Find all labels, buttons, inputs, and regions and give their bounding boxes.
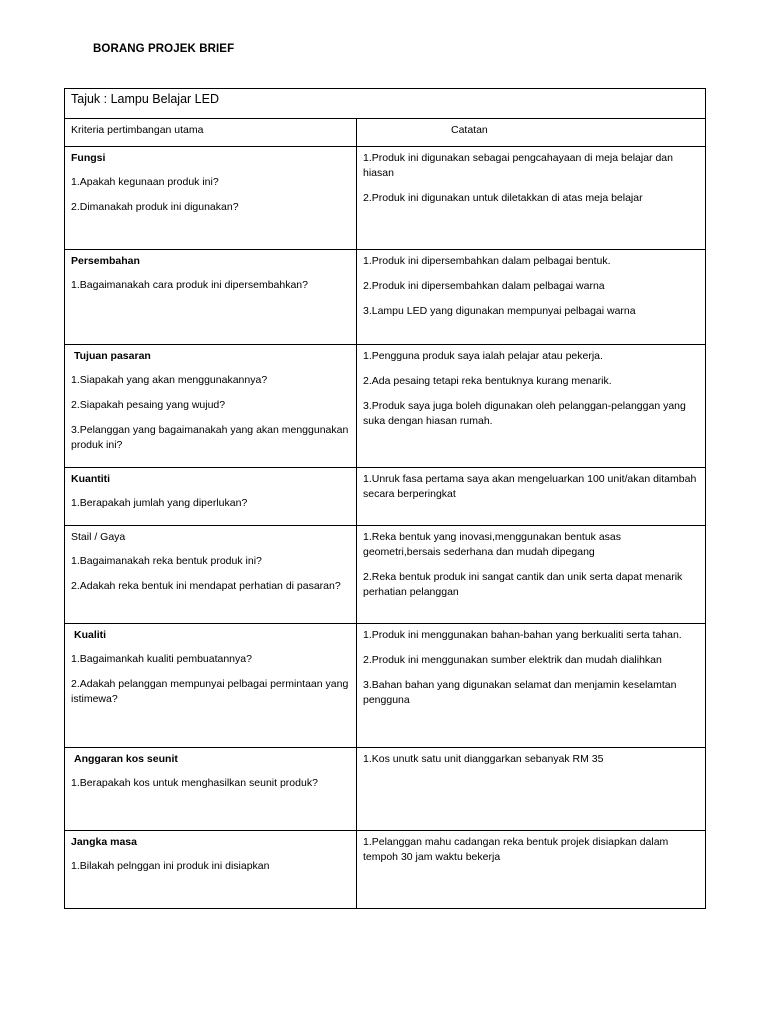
criteria-cell xyxy=(65,147,357,250)
criteria-question: 2.Adakah reka bentuk ini mendapat perhatian di pasaran? xyxy=(71,580,341,592)
criteria-question: 1.Berapakah jumlah yang diperlukan? xyxy=(71,497,248,509)
criteria-heading: Kuantiti xyxy=(71,473,111,485)
criteria-cell xyxy=(65,468,357,526)
table-row-persembahan xyxy=(65,250,706,345)
criteria-cell xyxy=(65,345,357,468)
table-row-anggaran-kos xyxy=(65,748,706,831)
criteria-question: 3.Pelanggan yang bagaimanakah yang akan menggunakan produk ini? xyxy=(71,424,349,451)
note-item: 3.Bahan bahan yang digunakan selamat dan menjamin keselamtan pengguna xyxy=(363,679,677,706)
criteria-question: 1.Bagaimankah kualiti pembuatannya? xyxy=(71,653,252,665)
criteria-question: 2.Adakah pelanggan mempunyai pelbagai permintaan yang istimewa? xyxy=(71,678,349,705)
note-item: 1.Unruk fasa pertama saya akan mengeluarkan 100 unit/akan ditambah secara berperingkat xyxy=(363,473,697,500)
notes-cell xyxy=(357,250,706,345)
notes-cell xyxy=(357,831,706,909)
table-row-fungsi xyxy=(65,147,706,250)
note-item: 2.Produk ini digunakan untuk diletakkan di atas meja belajar xyxy=(363,192,643,204)
criteria-question: 1.Bagaimanakah reka bentuk produk ini? xyxy=(71,555,262,567)
notes-cell xyxy=(357,526,706,624)
project-brief-table xyxy=(64,88,706,909)
note-item: 2.Reka bentuk produk ini sangat cantik dan unik serta dapat menarik perhatian pelanggan xyxy=(363,571,683,598)
criteria-cell xyxy=(65,526,357,624)
document-title: BORANG PROJEK BRIEF xyxy=(93,43,235,55)
note-item: 2.Produk ini dipersembahkan dalam pelbagai warna xyxy=(363,280,605,292)
table-row-kualiti xyxy=(65,624,706,748)
criteria-question: 1.Siapakah yang akan menggunakannya? xyxy=(71,374,268,386)
criteria-question: 1.Bagaimanakah cara produk ini dipersembahkan? xyxy=(71,279,308,291)
criteria-heading: Stail / Gaya xyxy=(71,531,126,543)
notes-cell xyxy=(357,468,706,526)
criteria-question: 1.Apakah kegunaan produk ini? xyxy=(71,176,219,188)
criteria-heading: Jangka masa xyxy=(71,836,137,848)
criteria-heading: Tujuan pasaran xyxy=(74,350,151,362)
col-left-header: Kriteria pertimbangan utama xyxy=(65,119,357,147)
note-item: 1.Produk ini digunakan sebagai pengcahayaan di meja belajar dan hiasan xyxy=(363,152,673,179)
notes-cell xyxy=(357,147,706,250)
criteria-cell xyxy=(65,831,357,909)
notes-cell xyxy=(357,345,706,468)
note-item: 1.Pengguna produk saya ialah pelajar atau pekerja. xyxy=(363,350,603,362)
notes-cell xyxy=(357,624,706,748)
note-item: 1.Pelanggan mahu cadangan reka bentuk projek disiapkan dalam tempoh 30 jam waktu bekerja xyxy=(363,836,669,863)
col-right-header: Catatan xyxy=(357,119,706,147)
criteria-cell xyxy=(65,250,357,345)
note-item: 2.Ada pesaing tetapi reka bentuknya kurang menarik. xyxy=(363,375,612,387)
note-item: 1.Produk ini menggunakan bahan-bahan yang berkualiti serta tahan. xyxy=(363,629,682,641)
criteria-question: 2.Siapakah pesaing yang wujud? xyxy=(71,399,226,411)
criteria-question: 1.Berapakah kos untuk menghasilkan seunit produk? xyxy=(71,777,318,789)
note-item: 3.Produk saya juga boleh digunakan oleh pelanggan-pelanggan yang suka dengan hiasan rumah. xyxy=(363,400,686,427)
criteria-heading: Anggaran kos seunit xyxy=(74,753,178,765)
tajuk-cell: Tajuk : Lampu Belajar LED xyxy=(65,89,706,119)
note-item: 3.Lampu LED yang digunakan mempunyai pelbagai warna xyxy=(363,305,636,317)
criteria-cell xyxy=(65,624,357,748)
criteria-question: 2.Dimanakah produk ini digunakan? xyxy=(71,201,239,213)
note-item: 2.Produk ini menggunakan sumber elektrik dan mudah dialihkan xyxy=(363,654,662,666)
criteria-cell xyxy=(65,748,357,831)
table-row-jangka-masa xyxy=(65,831,706,909)
table-row-tujuan-pasaran xyxy=(65,345,706,468)
table-row-kuantiti xyxy=(65,468,706,526)
criteria-question: 1.Bilakah pelnggan ini produk ini disiapkan xyxy=(71,860,270,872)
note-item: 1.Kos unutk satu unit dianggarkan sebanyak RM 35 xyxy=(363,753,604,765)
notes-cell xyxy=(357,748,706,831)
criteria-heading: Fungsi xyxy=(71,152,106,164)
criteria-heading: Kualiti xyxy=(74,629,107,641)
note-item: 1.Produk ini dipersembahkan dalam pelbagai bentuk. xyxy=(363,255,611,267)
tajuk-row xyxy=(65,89,706,119)
criteria-heading: Persembahan xyxy=(71,255,140,267)
note-item: 1.Reka bentuk yang inovasi,menggunakan bentuk asas geometri,bersais sederhana dan mudah dipegang xyxy=(363,531,622,558)
table-row-stail-gaya xyxy=(65,526,706,624)
header-row xyxy=(65,119,706,147)
